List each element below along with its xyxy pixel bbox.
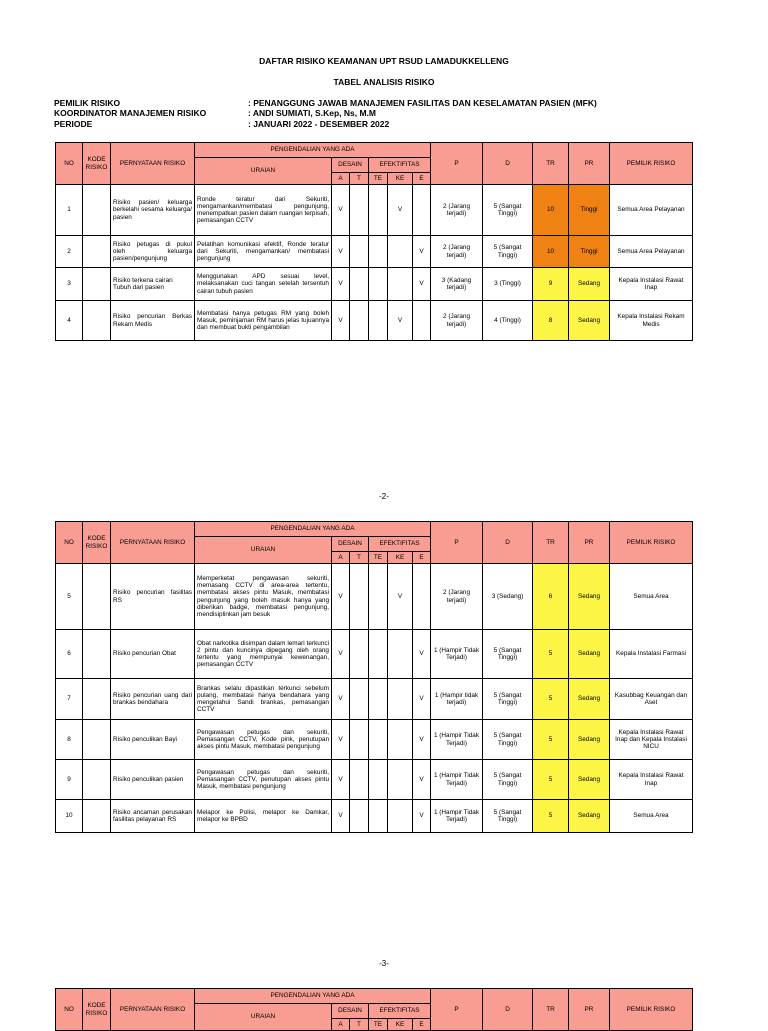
cell-no: 7 [56,679,83,720]
th-p: P [431,989,483,1031]
th-pr: PR [569,989,610,1031]
th-efektifitas: EFEKTIFITAS [369,537,431,552]
cell-no: 6 [56,630,83,679]
cell-pernyataan: Risiko penculikan Bayi [111,720,195,760]
meta-label: KOORDINATOR MANAJEMEN RISIKO [54,108,207,118]
th-pemilik: PEMILIK RISIKO [610,522,693,564]
cell-uraian: Brankas selalu dipastikan terkunci sebelum pulang, membatasi hanya bendahara yang mengetahui Sandi brankas, pemasangan CCTV [195,679,332,720]
cell-pemilik: Kepala Instalasi Farmasi [610,630,693,679]
th-pengendalian: PENGENDALIAN YANG ADA [195,989,431,1004]
cell-kode [83,185,111,236]
cell-pemilik: Kepala Instalasi Rekam Medis [610,301,693,341]
cell-pernyataan: Risiko pencurian fasilitas RS [111,564,195,630]
cell-uraian: Ronde teratur dari Sekuriti, mengamankan/membatasi pengunjung, menempatkan pasien dalam ruangan terpisah, pemasangan CCTV [195,185,332,236]
cell-d: 4 (Tinggi) [483,301,533,341]
th-uraian: URAIAN [195,537,332,564]
page-number: -2- [379,492,389,501]
cell-e [413,185,431,236]
cell-ke [388,236,413,268]
th-no: NO [56,522,83,564]
cell-te [369,236,388,268]
th-t: T [350,552,369,564]
table-row [56,564,693,630]
meta-label: PERIODE [54,119,93,129]
cell-pernyataan: Risiko petugas di pukul oleh keluarga pasien/pengunjung [111,236,195,268]
cell-pemilik: Semua Area Pelayanan [610,236,693,268]
cell-te [369,760,388,800]
cell-a: V [332,679,350,720]
cell-kode [83,720,111,760]
cell-pr: Sedang [569,630,610,679]
cell-kode [83,236,111,268]
cell-ke [388,679,413,720]
th-d: D [483,522,533,564]
cell-p: 1 (Hampir tidak terjadi) [431,679,483,720]
cell-a: V [332,301,350,341]
th-pernyataan: PERNYATAAN RISIKO [111,522,195,564]
cell-pr: Sedang [569,679,610,720]
cell-p: 1 (Hampir Tidak Terjadi) [431,800,483,833]
cell-e: V [413,720,431,760]
th-p: P [431,143,483,185]
table-row [56,760,693,800]
cell-pemilik: Semua Area [610,800,693,833]
cell-d: 5 (Sangat Tinggi) [483,800,533,833]
th-t: T [350,1019,369,1031]
cell-tr: 5 [533,630,569,679]
th-efektifitas: EFEKTIFITAS [369,1004,431,1019]
cell-t [350,301,369,341]
cell-t [350,720,369,760]
cell-t [350,760,369,800]
th-pr: PR [569,143,610,185]
th-a: A [332,173,350,185]
document-title: DAFTAR RISIKO KEAMANAN UPT RSUD LAMADUKKELLENG [259,56,509,66]
meta-value: : JANUARI 2022 - DESEMBER 2022 [248,119,390,129]
th-no: NO [56,143,83,185]
cell-uraian: Pelatihan komunikasi efektif, Ronde teratur dari Sekuriti, mengamankan/ membatasi pengunjung [195,236,332,268]
cell-pr: Tinggi [569,236,610,268]
th-d: D [483,989,533,1031]
th-tr: TR [533,989,569,1031]
cell-e: V [413,236,431,268]
meta-pemilik [54,98,597,108]
cell-e [413,564,431,630]
cell-ke: V [388,185,413,236]
th-pengendalian: PENGENDALIAN YANG ADA [195,522,431,537]
th-te: TE [369,173,388,185]
table-row [56,800,693,833]
cell-p: 2 (Jarang terjadi) [431,185,483,236]
cell-a: V [332,800,350,833]
cell-d: 5 (Sangat Tinggi) [483,720,533,760]
cell-pemilik: Kasubbag Keuangan dan Aset [610,679,693,720]
th-kode: KODE RISIKO [83,989,111,1031]
cell-tr: 5 [533,720,569,760]
cell-no: 10 [56,800,83,833]
cell-tr: 10 [533,236,569,268]
cell-kode [83,268,111,301]
page-number: -3- [379,959,389,968]
th-p: P [431,522,483,564]
cell-ke: V [388,564,413,630]
th-ke: KE [388,1019,413,1031]
cell-a: V [332,185,350,236]
th-e: E [413,1019,431,1031]
cell-ke: V [388,301,413,341]
cell-pr: Sedang [569,720,610,760]
meta-label: PEMILIK RISIKO [54,98,121,108]
cell-te [369,301,388,341]
th-pengendalian: PENGENDALIAN YANG ADA [195,143,431,158]
th-e: E [413,173,431,185]
cell-tr: 8 [533,301,569,341]
cell-te [369,268,388,301]
cell-t [350,268,369,301]
th-efektifitas: EFEKTIFITAS [369,158,431,173]
cell-d: 5 (Sangat Tinggi) [483,679,533,720]
cell-pemilik: Kepala Instalasi Rawat Inap dan Kepala Instalasi NICU [610,720,693,760]
cell-d: 5 (Sangat Tinggi) [483,236,533,268]
cell-t [350,236,369,268]
cell-kode [83,301,111,341]
cell-ke [388,800,413,833]
cell-ke [388,720,413,760]
risk-table-page-3 [55,988,693,1031]
cell-tr: 9 [533,268,569,301]
cell-p: 1 (Hampir Tidak Terjadi) [431,720,483,760]
cell-kode [83,760,111,800]
cell-kode [83,630,111,679]
cell-tr: 6 [533,564,569,630]
cell-d: 5 (Sangat Tinggi) [483,760,533,800]
th-pemilik: PEMILIK RISIKO [610,989,693,1031]
th-a: A [332,1019,350,1031]
cell-te [369,720,388,760]
th-tr: TR [533,143,569,185]
cell-a: V [332,720,350,760]
meta-koordinator [54,108,376,118]
cell-e: V [413,630,431,679]
cell-uraian: Pengawasan petugas dan sekuriti, Pemasangan CCTV, penutupan akses pintu Masuk, membatasi pengunjung [195,760,332,800]
meta-periode [54,119,390,129]
cell-ke [388,268,413,301]
cell-pr: Sedang [569,760,610,800]
cell-e: V [413,679,431,720]
meta-value: : PENANGGUNG JAWAB MANAJEMEN FASILITAS DAN KESELAMATAN PASIEN (MFK) [248,98,597,108]
th-desain: DESAIN [332,537,369,552]
cell-te [369,564,388,630]
th-uraian: URAIAN [195,158,332,185]
cell-d: 3 (Tinggi) [483,268,533,301]
cell-pernyataan: Risiko penculikan pasien [111,760,195,800]
meta-value: : ANDI SUMIATI, S.Kep, Ns, M.M [248,108,376,118]
cell-tr: 10 [533,185,569,236]
cell-te [369,679,388,720]
th-desain: DESAIN [332,158,369,173]
cell-e: V [413,268,431,301]
th-tr: TR [533,522,569,564]
cell-tr: 5 [533,800,569,833]
th-pernyataan: PERNYATAAN RISIKO [111,989,195,1031]
cell-p: 1 (Hampir Tidak Terjadi) [431,760,483,800]
cell-no: 2 [56,236,83,268]
th-pemilik: PEMILIK RISIKO [610,143,693,185]
cell-pr: Sedang [569,301,610,341]
risk-table-page-2 [55,521,693,833]
cell-kode [83,800,111,833]
cell-no: 1 [56,185,83,236]
cell-te [369,185,388,236]
document-subtitle: TABEL ANALISIS RISIKO [333,77,435,87]
cell-pernyataan: Risiko ancaman perusakan fasilitas pelayanan RS [111,800,195,833]
th-uraian: URAIAN [195,1004,332,1031]
th-desain: DESAIN [332,1004,369,1019]
cell-uraian: Memperketat pengawasan sekuriti, memasang CCTV di area-area tertentu, membatasi akses pintu Masuk, membatasi pengunjung yang boleh masuk hanya yang diberikan badge, membatasi pengunjung, mendisiplinkan jam besuk [195,564,332,630]
th-t: T [350,173,369,185]
cell-pr: Sedang [569,564,610,630]
cell-pemilik: Semua Area [610,564,693,630]
risk-table-page-1 [55,142,693,341]
cell-no: 9 [56,760,83,800]
cell-p: 3 (Kadang terjadi) [431,268,483,301]
th-pernyataan: PERNYATAAN RISIKO [111,143,195,185]
table-row [56,185,693,236]
cell-pemilik: Kepala Instalasi Rawat Inap [610,760,693,800]
cell-te [369,630,388,679]
cell-e: V [413,800,431,833]
cell-p: 2 (Jarang terjadi) [431,236,483,268]
cell-a: V [332,564,350,630]
th-te: TE [369,1019,388,1031]
cell-uraian: Obat narkotika disimpan dalam lemari terkunci 2 pintu dan kuncinya dipegang oleh orang tertentu yang mempunyai kewenangan, pemasangan CCTV [195,630,332,679]
table-row [56,301,693,341]
cell-t [350,800,369,833]
cell-kode [83,564,111,630]
cell-kode [83,679,111,720]
table-row [56,679,693,720]
cell-pr: Sedang [569,800,610,833]
cell-t [350,630,369,679]
cell-t [350,679,369,720]
cell-no: 5 [56,564,83,630]
cell-pernyataan: Risiko pencurian Obat [111,630,195,679]
table-row [56,720,693,760]
cell-ke [388,760,413,800]
cell-pr: Sedang [569,268,610,301]
th-kode: KODE RISIKO [83,143,111,185]
cell-e: V [413,760,431,800]
th-pr: PR [569,522,610,564]
th-te: TE [369,552,388,564]
cell-t [350,564,369,630]
cell-pemilik: Kepala Instalasi Rawat Inap [610,268,693,301]
table-row [56,268,693,301]
cell-pernyataan: Risiko pencurian Berkas Rekam Medis [111,301,195,341]
cell-te [369,800,388,833]
cell-a: V [332,236,350,268]
cell-uraian: Membatasi hanya petugas RM yang boleh Masuk, peminjaman RM harus jelas tujuannya dan membuat bukti pengambilan [195,301,332,341]
cell-pemilik: Semua Area Pelayanan [610,185,693,236]
th-kode: KODE RISIKO [83,522,111,564]
cell-no: 4 [56,301,83,341]
cell-tr: 5 [533,679,569,720]
cell-pernyataan: Risiko pencurian uang dari brankas bendahara [111,679,195,720]
cell-a: V [332,268,350,301]
cell-uraian: Melapor ke Polisi, melapor ke Damkar, melapor ke BPBD [195,800,332,833]
table-row [56,630,693,679]
cell-ke [388,630,413,679]
cell-a: V [332,760,350,800]
cell-no: 8 [56,720,83,760]
cell-d: 5 (Sangat Tinggi) [483,630,533,679]
cell-p: 2 (Jarang terjadi) [431,301,483,341]
cell-d: 5 (Sangat Tinggi) [483,185,533,236]
cell-t [350,185,369,236]
cell-pernyataan: Risiko terkena cairan Tubuh dari pasien [111,268,195,301]
cell-pr: Tinggi [569,185,610,236]
cell-p: 1 (Hampir Tidak Terjadi) [431,630,483,679]
cell-p: 2 (Jarang terjadi) [431,564,483,630]
cell-a: V [332,630,350,679]
th-a: A [332,552,350,564]
cell-tr: 5 [533,760,569,800]
th-ke: KE [388,552,413,564]
th-ke: KE [388,173,413,185]
cell-uraian: Menggunakan APD sesuai level, melaksanakan cuci tangan setelah tersentuh cairan tubuh pasien [195,268,332,301]
cell-e [413,301,431,341]
cell-uraian: Pengawasan petugas dan sekuriti, Pemasangan CCTV, Kode pink, penutupan akses pintu Masuk, membatasi pengunjung [195,720,332,760]
th-e: E [413,552,431,564]
th-d: D [483,143,533,185]
cell-pernyataan: Risiko pasien/ keluarga berkelahi sesama keluarga/ pasien [111,185,195,236]
th-no: NO [56,989,83,1031]
cell-no: 3 [56,268,83,301]
cell-d: 3 (Sedang) [483,564,533,630]
table-row [56,236,693,268]
